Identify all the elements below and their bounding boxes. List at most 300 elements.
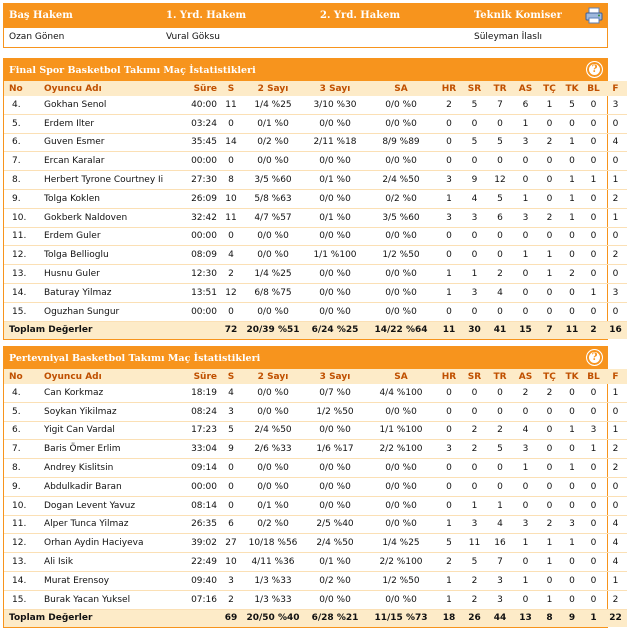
col-header-player-name[interactable]: Oyuncu Adı bbox=[30, 81, 170, 96]
cell-fouls: 0 bbox=[604, 265, 627, 284]
team-title-bar bbox=[4, 347, 607, 369]
cell-three-pt: 0/1 %0 bbox=[304, 171, 366, 190]
cell-turnover: 0 bbox=[538, 227, 561, 246]
cell-points: 2 bbox=[220, 265, 242, 284]
col-header-steals[interactable]: TK bbox=[561, 81, 583, 96]
cell-three-pt: 0/1 %0 bbox=[304, 208, 366, 227]
col-header-assists[interactable]: AS bbox=[513, 81, 538, 96]
col-header-off-reb[interactable]: HR bbox=[436, 81, 462, 96]
cell-blocks: 0 bbox=[583, 133, 604, 152]
cell-fouls: 4 bbox=[604, 133, 627, 152]
col-header-two-pt[interactable]: 2 Sayı bbox=[242, 81, 304, 96]
cell-turnover: 0 bbox=[538, 152, 561, 171]
cell-minutes: 00:00 bbox=[170, 302, 220, 321]
total-tot-reb: 44 bbox=[487, 609, 513, 627]
cell-tot-reb: 5 bbox=[487, 133, 513, 152]
cell-off-reb: 0 bbox=[436, 152, 462, 171]
cell-off-reb: 1 bbox=[436, 189, 462, 208]
cell-tot-reb: 5 bbox=[487, 440, 513, 459]
table-row bbox=[4, 459, 627, 478]
cell-two-pt: 0/0 %0 bbox=[242, 384, 304, 402]
cell-player-name: Yigit Can Vardal bbox=[30, 421, 170, 440]
col-header-def-reb[interactable]: SR bbox=[462, 369, 487, 384]
cell-minutes: 09:14 bbox=[170, 459, 220, 478]
cell-fouls: 1 bbox=[604, 384, 627, 402]
cell-assists: 2 bbox=[513, 384, 538, 402]
table-row bbox=[4, 534, 627, 553]
cell-no: 15. bbox=[4, 590, 30, 609]
cell-assists: 0 bbox=[513, 590, 538, 609]
cell-player-name: Dogan Levent Yavuz bbox=[30, 496, 170, 515]
table-row bbox=[4, 283, 627, 302]
cell-off-reb: 0 bbox=[436, 477, 462, 496]
total-assists: 13 bbox=[513, 609, 538, 627]
cell-assists: 3 bbox=[513, 208, 538, 227]
total-off-reb: 11 bbox=[436, 321, 462, 339]
cell-player-name: Tolga Koklen bbox=[30, 189, 170, 208]
second-assistant-label: 2. Yrd. Hakem bbox=[320, 10, 401, 21]
cell-off-reb: 0 bbox=[436, 384, 462, 402]
table-row bbox=[4, 421, 627, 440]
cell-three-pt: 0/0 %0 bbox=[304, 283, 366, 302]
cell-assists: 4 bbox=[513, 421, 538, 440]
cell-off-reb: 3 bbox=[436, 440, 462, 459]
cell-two-pt: 1/4 %25 bbox=[242, 265, 304, 284]
cell-points: 0 bbox=[220, 302, 242, 321]
cell-no: 8. bbox=[4, 171, 30, 190]
total-three-pt: 6/28 %21 bbox=[304, 609, 366, 627]
cell-off-reb: 0 bbox=[436, 402, 462, 421]
cell-two-pt: 0/1 %0 bbox=[242, 496, 304, 515]
cell-off-reb: 3 bbox=[436, 171, 462, 190]
cell-tot-reb: 1 bbox=[487, 496, 513, 515]
cell-blocks: 1 bbox=[583, 171, 604, 190]
total-two-pt: 20/39 %51 bbox=[242, 321, 304, 339]
cell-blocks: 0 bbox=[583, 534, 604, 553]
cell-tot-reb: 4 bbox=[487, 515, 513, 534]
cell-points: 10 bbox=[220, 189, 242, 208]
col-header-tot-reb[interactable]: TR bbox=[487, 81, 513, 96]
cell-fouls: 4 bbox=[604, 553, 627, 572]
col-header-minutes[interactable]: Süre bbox=[170, 369, 220, 384]
cell-player-name: Murat Erensoy bbox=[30, 571, 170, 590]
col-header-steals[interactable]: TK bbox=[561, 369, 583, 384]
col-header-two-pt[interactable]: 2 Sayı bbox=[242, 369, 304, 384]
cell-no: 13. bbox=[4, 265, 30, 284]
cell-two-pt: 2/4 %50 bbox=[242, 421, 304, 440]
referees-panel bbox=[3, 3, 608, 48]
cell-assists: 0 bbox=[513, 302, 538, 321]
cell-minutes: 00:00 bbox=[170, 227, 220, 246]
total-def-reb: 30 bbox=[462, 321, 487, 339]
cell-tot-reb: 0 bbox=[487, 459, 513, 478]
cell-no: 14. bbox=[4, 283, 30, 302]
cell-def-reb: 0 bbox=[462, 384, 487, 402]
col-header-turnover[interactable]: TÇ bbox=[538, 369, 561, 384]
cell-assists: 0 bbox=[513, 283, 538, 302]
cell-def-reb: 0 bbox=[462, 402, 487, 421]
cell-player-name: Can Korkmaz bbox=[30, 384, 170, 402]
cell-tot-reb: 0 bbox=[487, 227, 513, 246]
cell-minutes: 09:40 bbox=[170, 571, 220, 590]
cell-no: 6. bbox=[4, 421, 30, 440]
cell-player-name: Orhan Aydin Haciyeva bbox=[30, 534, 170, 553]
total-steals: 11 bbox=[561, 321, 583, 339]
col-header-turnover[interactable]: TÇ bbox=[538, 81, 561, 96]
cell-steals: 0 bbox=[561, 384, 583, 402]
cell-tot-reb: 0 bbox=[487, 384, 513, 402]
table-row bbox=[4, 302, 627, 321]
cell-steals: 0 bbox=[561, 152, 583, 171]
cell-assists: 3 bbox=[513, 133, 538, 152]
cell-turnover: 0 bbox=[538, 302, 561, 321]
cell-points: 0 bbox=[220, 477, 242, 496]
cell-player-name: Gokhan Senol bbox=[30, 96, 170, 114]
team-stats-section-pertevniyal bbox=[3, 346, 622, 628]
cell-no: 6. bbox=[4, 133, 30, 152]
cell-points: 4 bbox=[220, 246, 242, 265]
cell-no: 8. bbox=[4, 459, 30, 478]
col-header-fouls[interactable]: F bbox=[604, 369, 627, 384]
cell-three-pt: 0/0 %0 bbox=[304, 114, 366, 133]
cell-assists: 0 bbox=[513, 227, 538, 246]
table-row bbox=[4, 384, 627, 402]
cell-assists: 1 bbox=[513, 114, 538, 133]
cell-steals: 0 bbox=[561, 496, 583, 515]
cell-two-pt: 0/0 %0 bbox=[242, 227, 304, 246]
cell-no: 11. bbox=[4, 515, 30, 534]
cell-fouls: 1 bbox=[604, 421, 627, 440]
cell-blocks: 1 bbox=[583, 440, 604, 459]
cell-assists: 0 bbox=[513, 152, 538, 171]
total-two-pt: 20/50 %40 bbox=[242, 609, 304, 627]
cell-tot-reb: 2 bbox=[487, 265, 513, 284]
cell-def-reb: 3 bbox=[462, 208, 487, 227]
table-row bbox=[4, 496, 627, 515]
cell-blocks: 0 bbox=[583, 515, 604, 534]
cell-def-reb: 0 bbox=[462, 477, 487, 496]
cell-steals: 0 bbox=[561, 571, 583, 590]
cell-two-pt: 1/3 %33 bbox=[242, 571, 304, 590]
cell-off-reb: 2 bbox=[436, 553, 462, 572]
cell-minutes: 32:42 bbox=[170, 208, 220, 227]
cell-no: 9. bbox=[4, 477, 30, 496]
cell-off-reb: 1 bbox=[436, 265, 462, 284]
cell-fouls: 1 bbox=[604, 171, 627, 190]
cell-def-reb: 2 bbox=[462, 440, 487, 459]
cell-steals: 0 bbox=[561, 590, 583, 609]
cell-free-throw: 0/2 %0 bbox=[366, 189, 436, 208]
cell-free-throw: 0/0 %0 bbox=[366, 265, 436, 284]
cell-off-reb: 1 bbox=[436, 283, 462, 302]
col-header-off-reb[interactable]: HR bbox=[436, 369, 462, 384]
total-turnover: 7 bbox=[538, 321, 561, 339]
cell-three-pt: 0/0 %0 bbox=[304, 421, 366, 440]
stats-table bbox=[4, 81, 627, 339]
col-header-points[interactable]: S bbox=[220, 369, 242, 384]
cell-blocks: 0 bbox=[583, 208, 604, 227]
cell-assists: 1 bbox=[513, 246, 538, 265]
cell-turnover: 0 bbox=[538, 189, 561, 208]
cell-fouls: 0 bbox=[604, 302, 627, 321]
cell-blocks: 0 bbox=[583, 496, 604, 515]
cell-free-throw: 1/2 %50 bbox=[366, 571, 436, 590]
cell-assists: 3 bbox=[513, 440, 538, 459]
cell-steals: 5 bbox=[561, 96, 583, 114]
cell-player-name: Oguzhan Sungur bbox=[30, 302, 170, 321]
printer-icon[interactable] bbox=[585, 7, 603, 24]
cell-player-name: Baris Ömer Erlim bbox=[30, 440, 170, 459]
col-header-free-throw[interactable]: SA bbox=[366, 369, 436, 384]
cell-assists: 0 bbox=[513, 477, 538, 496]
cell-turnover: 0 bbox=[538, 421, 561, 440]
col-header-three-pt[interactable]: 3 Sayı bbox=[304, 369, 366, 384]
col-header-blocks[interactable]: BL bbox=[583, 81, 604, 96]
cell-steals: 1 bbox=[561, 534, 583, 553]
cell-steals: 0 bbox=[561, 227, 583, 246]
table-row bbox=[4, 189, 627, 208]
cell-points: 27 bbox=[220, 534, 242, 553]
cell-steals: 3 bbox=[561, 515, 583, 534]
cell-no: 4. bbox=[4, 384, 30, 402]
cell-three-pt: 0/7 %0 bbox=[304, 384, 366, 402]
cell-player-name: Erdem Guler bbox=[30, 227, 170, 246]
cell-two-pt: 6/8 %75 bbox=[242, 283, 304, 302]
cell-tot-reb: 0 bbox=[487, 477, 513, 496]
total-label: Toplam Değerler bbox=[4, 321, 170, 339]
table-row bbox=[4, 571, 627, 590]
cell-assists: 0 bbox=[513, 496, 538, 515]
cell-points: 9 bbox=[220, 440, 242, 459]
table-row bbox=[4, 515, 627, 534]
cell-tot-reb: 5 bbox=[487, 189, 513, 208]
cell-three-pt: 1/1 %100 bbox=[304, 246, 366, 265]
cell-off-reb: 0 bbox=[436, 459, 462, 478]
cell-def-reb: 5 bbox=[462, 553, 487, 572]
cell-fouls: 0 bbox=[604, 227, 627, 246]
first-assistant-name: Vural Göksu bbox=[166, 32, 220, 42]
cell-tot-reb: 6 bbox=[487, 208, 513, 227]
cell-free-throw: 2/2 %100 bbox=[366, 440, 436, 459]
cell-two-pt: 1/3 %33 bbox=[242, 590, 304, 609]
cell-def-reb: 5 bbox=[462, 96, 487, 114]
cell-assists: 1 bbox=[513, 189, 538, 208]
cell-no: 10. bbox=[4, 208, 30, 227]
cell-free-throw: 0/0 %0 bbox=[366, 283, 436, 302]
cell-assists: 1 bbox=[513, 459, 538, 478]
cell-off-reb: 2 bbox=[436, 96, 462, 114]
cell-three-pt: 2/11 %18 bbox=[304, 133, 366, 152]
total-label: Toplam Değerler bbox=[4, 609, 170, 627]
cell-fouls: 0 bbox=[604, 402, 627, 421]
cell-turnover: 2 bbox=[538, 515, 561, 534]
cell-no: 10. bbox=[4, 496, 30, 515]
cell-minutes: 12:30 bbox=[170, 265, 220, 284]
col-header-minutes[interactable]: Süre bbox=[170, 81, 220, 96]
total-turnover: 8 bbox=[538, 609, 561, 627]
help-icon[interactable]: ? bbox=[586, 61, 603, 78]
team-title: Pertevniyal Basketbol Takımı Maç İstatistikleri bbox=[9, 353, 261, 364]
header-row bbox=[4, 369, 627, 384]
cell-assists: 0 bbox=[513, 265, 538, 284]
cell-fouls: 2 bbox=[604, 189, 627, 208]
col-header-assists[interactable]: AS bbox=[513, 369, 538, 384]
cell-player-name: Burak Yacan Yuksel bbox=[30, 590, 170, 609]
table-row bbox=[4, 96, 627, 114]
col-header-player-name[interactable]: Oyuncu Adı bbox=[30, 369, 170, 384]
cell-no: 12. bbox=[4, 534, 30, 553]
total-fouls: 16 bbox=[604, 321, 627, 339]
cell-turnover: 0 bbox=[538, 459, 561, 478]
cell-tot-reb: 2 bbox=[487, 421, 513, 440]
cell-three-pt: 0/0 %0 bbox=[304, 265, 366, 284]
table-row bbox=[4, 114, 627, 133]
col-header-points[interactable]: S bbox=[220, 81, 242, 96]
stats-table bbox=[4, 369, 627, 627]
cell-blocks: 0 bbox=[583, 384, 604, 402]
cell-steals: 1 bbox=[561, 459, 583, 478]
cell-assists: 0 bbox=[513, 171, 538, 190]
cell-three-pt: 1/6 %17 bbox=[304, 440, 366, 459]
cell-player-name: Herbert Tyrone Courtney Ii bbox=[30, 171, 170, 190]
cell-tot-reb: 7 bbox=[487, 553, 513, 572]
cell-points: 11 bbox=[220, 208, 242, 227]
cell-points: 0 bbox=[220, 152, 242, 171]
cell-steals: 0 bbox=[561, 440, 583, 459]
head-referee-label: Baş Hakem bbox=[9, 10, 73, 21]
cell-blocks: 0 bbox=[583, 265, 604, 284]
cell-free-throw: 0/0 %0 bbox=[366, 114, 436, 133]
cell-three-pt: 0/0 %0 bbox=[304, 477, 366, 496]
cell-blocks: 0 bbox=[583, 189, 604, 208]
cell-blocks: 0 bbox=[583, 96, 604, 114]
col-header-no[interactable]: No bbox=[4, 369, 30, 384]
cell-tot-reb: 7 bbox=[487, 96, 513, 114]
table-row bbox=[4, 553, 627, 572]
cell-three-pt: 0/0 %0 bbox=[304, 189, 366, 208]
cell-turnover: 2 bbox=[538, 208, 561, 227]
cell-points: 11 bbox=[220, 96, 242, 114]
cell-blocks: 0 bbox=[583, 152, 604, 171]
cell-free-throw: 0/0 %0 bbox=[366, 477, 436, 496]
cell-turnover: 0 bbox=[538, 171, 561, 190]
total-steals: 9 bbox=[561, 609, 583, 627]
cell-player-name: Soykan Yikilmaz bbox=[30, 402, 170, 421]
cell-def-reb: 5 bbox=[462, 133, 487, 152]
cell-off-reb: 0 bbox=[436, 114, 462, 133]
cell-def-reb: 3 bbox=[462, 283, 487, 302]
cell-three-pt: 0/0 %0 bbox=[304, 302, 366, 321]
cell-two-pt: 0/0 %0 bbox=[242, 402, 304, 421]
cell-two-pt: 1/4 %25 bbox=[242, 96, 304, 114]
cell-assists: 0 bbox=[513, 553, 538, 572]
cell-off-reb: 0 bbox=[436, 302, 462, 321]
team-stats-section-final-spor bbox=[3, 58, 622, 340]
cell-assists: 1 bbox=[513, 571, 538, 590]
total-def-reb: 26 bbox=[462, 609, 487, 627]
col-header-three-pt[interactable]: 3 Sayı bbox=[304, 81, 366, 96]
cell-no: 13. bbox=[4, 553, 30, 572]
cell-two-pt: 0/0 %0 bbox=[242, 459, 304, 478]
col-header-def-reb[interactable]: SR bbox=[462, 81, 487, 96]
cell-fouls: 2 bbox=[604, 459, 627, 478]
cell-minutes: 07:16 bbox=[170, 590, 220, 609]
col-header-blocks[interactable]: BL bbox=[583, 369, 604, 384]
cell-def-reb: 0 bbox=[462, 114, 487, 133]
cell-steals: 0 bbox=[561, 302, 583, 321]
cell-off-reb: 0 bbox=[436, 496, 462, 515]
cell-free-throw: 0/0 %0 bbox=[366, 515, 436, 534]
head-referee-name: Ozan Gönen bbox=[9, 32, 65, 42]
cell-assists: 1 bbox=[513, 534, 538, 553]
table-row bbox=[4, 477, 627, 496]
cell-def-reb: 4 bbox=[462, 189, 487, 208]
cell-fouls: 0 bbox=[604, 496, 627, 515]
cell-no: 15. bbox=[4, 302, 30, 321]
help-icon[interactable]: ? bbox=[586, 349, 603, 366]
cell-points: 0 bbox=[220, 114, 242, 133]
table-row bbox=[4, 152, 627, 171]
cell-minutes: 17:23 bbox=[170, 421, 220, 440]
cell-no: 7. bbox=[4, 152, 30, 171]
total-free-throw: 11/15 %73 bbox=[366, 609, 436, 627]
cell-fouls: 2 bbox=[604, 440, 627, 459]
total-row bbox=[4, 609, 627, 627]
cell-minutes: 22:49 bbox=[170, 553, 220, 572]
col-header-fouls[interactable]: F bbox=[604, 81, 627, 96]
cell-turnover: 0 bbox=[538, 440, 561, 459]
total-off-reb: 18 bbox=[436, 609, 462, 627]
cell-three-pt: 0/0 %0 bbox=[304, 459, 366, 478]
cell-turnover: 1 bbox=[538, 265, 561, 284]
cell-fouls: 4 bbox=[604, 534, 627, 553]
cell-points: 14 bbox=[220, 133, 242, 152]
cell-free-throw: 0/0 %0 bbox=[366, 402, 436, 421]
table-row bbox=[4, 402, 627, 421]
header-row bbox=[4, 81, 627, 96]
cell-steals: 1 bbox=[561, 421, 583, 440]
cell-free-throw: 1/4 %25 bbox=[366, 534, 436, 553]
cell-tot-reb: 4 bbox=[487, 283, 513, 302]
cell-fouls: 0 bbox=[604, 477, 627, 496]
cell-points: 5 bbox=[220, 421, 242, 440]
cell-blocks: 0 bbox=[583, 553, 604, 572]
cell-two-pt: 4/7 %57 bbox=[242, 208, 304, 227]
cell-player-name: Ercan Karalar bbox=[30, 152, 170, 171]
cell-two-pt: 0/0 %0 bbox=[242, 152, 304, 171]
total-blocks: 1 bbox=[583, 609, 604, 627]
col-header-free-throw[interactable]: SA bbox=[366, 81, 436, 96]
cell-assists: 3 bbox=[513, 515, 538, 534]
cell-fouls: 1 bbox=[604, 571, 627, 590]
cell-turnover: 0 bbox=[538, 496, 561, 515]
col-header-no[interactable]: No bbox=[4, 81, 30, 96]
cell-player-name: Alper Tunca Yilmaz bbox=[30, 515, 170, 534]
cell-fouls: 1 bbox=[604, 208, 627, 227]
cell-player-name: Erdem Ilter bbox=[30, 114, 170, 133]
cell-turnover: 0 bbox=[538, 114, 561, 133]
cell-two-pt: 5/8 %63 bbox=[242, 189, 304, 208]
cell-no: 5. bbox=[4, 114, 30, 133]
cell-no: 9. bbox=[4, 189, 30, 208]
cell-turnover: 1 bbox=[538, 96, 561, 114]
cell-def-reb: 1 bbox=[462, 265, 487, 284]
cell-blocks: 0 bbox=[583, 477, 604, 496]
table-row bbox=[4, 440, 627, 459]
cell-fouls: 0 bbox=[604, 152, 627, 171]
cell-steals: 1 bbox=[561, 171, 583, 190]
col-header-tot-reb[interactable]: TR bbox=[487, 369, 513, 384]
